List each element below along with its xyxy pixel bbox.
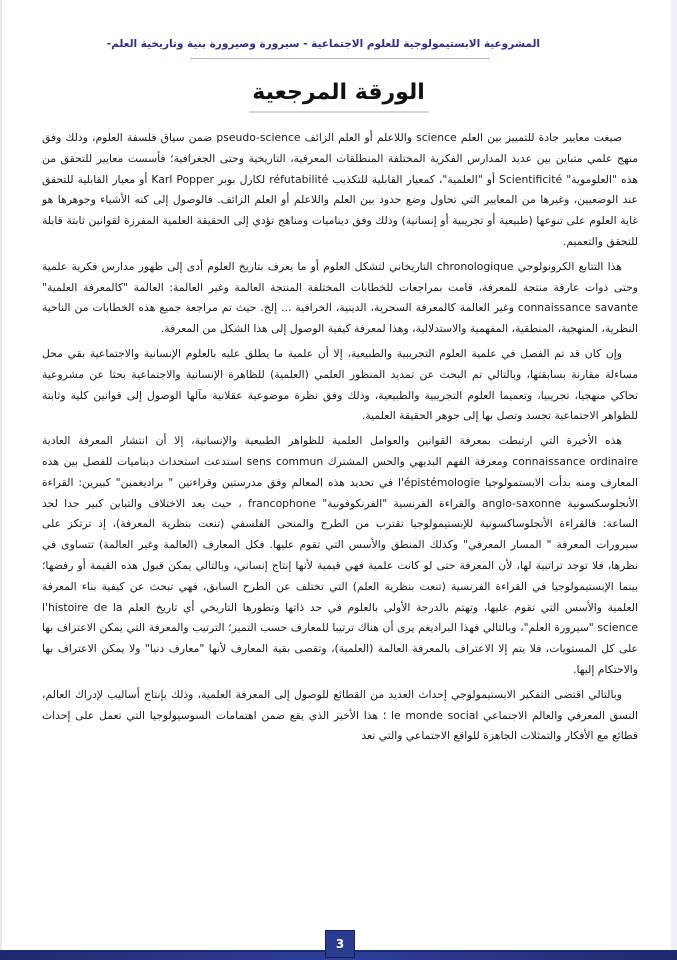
page-title: الورقة المرجعية bbox=[0, 80, 677, 113]
running-header: المشروعية الابستيمولوجية للعلوم الاجتماعية - سيرورة وصيرورة بنية وتاريخية العلم- bbox=[106, 38, 540, 50]
paragraph-5: وبالتالي اقتضى التفكير الابستيمولوجي إحداث العديد من القطائع للوصول إلى المعرفة العلمية، وذلك بإنتاج أساليب لإدراك العالم، النسق المعرفي والعالم الاجتماعي le monde social ؛ هذا الأخير الذي يقع ضمن اهتمامات السوسيولوجيا التي تعمل على إحداث قطائع مع الأفكار والتمثلات الجاهزة للواقع الاجتماعي والتي تعد bbox=[42, 687, 638, 743]
page-number: 3 bbox=[325, 930, 355, 958]
paragraph-4: هذه الأخيرة التي ارتبطت بمعرفة القوانين والعوامل العلمية للظواهر الطبيعية والإنسانية، إلا أن انتشار المعرفة العادية connaissance ordinaire ومعرفة الفهم البديهي والحس المشترك sens commun استدعت استحداث دينامیات للفصل بين هذه المعارف ومنه بدأت الابستمولوجيا l'épistémologie في تحديد هذه المعالم وفق مدرستين وقراءتين " براديغمين" كبيرين: القراءة الأنجلوسكسونية anglo-saxonne والقراءة الفرنسية "الفرنكوفونية" francophone ، حيث يعد الاختلاف والتباين كبير جدا لحد الساعة: فالقراءة الأنجلوساكسونية للإبستيمولوجيا تقترب من الطرح والمنحى الفلسفي (تنعت بنظرية المعرفة)، إذ ترتكز على سيرورات المعرفة " المسار المعرفي" وكذلك المنطق والأسس التي تقوم عليها. فكل المعارف (العالمة وغير العالمة) تتساوى في نظرها، فلا توجد تراتبية لها، لأن المعرفة حتى لو كانت علمية فهي قيمية لأنها إنتاج إنساني، وبالتالي يمكن قبول هذه القيمة أو رفضها؛ بينما الإبستيمولوجيا في القراءة الفرنسية (تنعت بنظرية العلم) التي تختلف عن الطرح السابق، فهي تبحث عن كيفية بناء المعرفة العلمية والأسس التي تقوم عليها، وتهتم بالدرجة الأولى بالعلوم في حد ذاتها وتطورها التاريخي أي تاريخ العلم l'histoire de la science "سيرورة العلم"، وبالتالي فهذا البراديغم يرى أن هناك ترتيبا للمعارف حسب التميز؛ الترتيب والمعرفة التي يمكن الاعتراف بها على كل المستويات، فلا يتم إلا الاعتراف بالمعرفة العالمة (العلمية)، وتقصى بقية المعارف لأنها "معارف دنيا" ولا يمكن الاعتراف بها والاحتكام إليها. bbox=[42, 434, 638, 676]
paragraph-2: هذا التتابع الكرونولوجي chronologique التاريخاني لتشكل العلوم أو ما يعرف بتاريخ العلوم أدى إلى ظهور مدارس فكرية علمية وحتى ذوات عارفة منتجة للمعرفة، قامت بمراجعات للخطابات المختلفة المنتجة العالمة وغير العالمة: العالمة "كالمعرفة العلمية" connaissance savante وغير العالمة كالمعرفة السحرية، الدينية، الخرافية ... إلخ. حيث تم مراجعة جميع هذه الخطابات من الناحية النظرية، المنهجية، المنطقية، المفهمية والاستدلالية، وهذا لمعرفة كيفية الوصول إلى هذا الشكل من المعرفة. bbox=[42, 259, 638, 336]
paragraph-1: صيغت معايير جادة للتمييز بين العلم science واللاعلم أو العلم الزائف pseudo-science ضمن سياق فلسفة العلوم، وذلك وفق منهج علمي متباين بين عديد المدارس الفكرية المختلفة المنطلقات المعرفية، التاريخية وحتى الجغرافية؛ فأسست معايير للتحقق من هذه "العلوموية" Scientificité أو "العلمية"، كمعيار القابلية للتكذيب réfutabilité لكارل بوبر Karl Popper أو معيار القابلية للتحقق عند الوضعيين، وغيرها من المعايير التي تحاول وضع حدود بين العلم واللاعلم أو العلم الزائف. فالوصول إلى كنه الأشياء وجوهرها هو غاية العلوم على تنوعها (طبيعية أو تجريبية أو إنسانية) وذلك وفق دينامیات ومناهج تؤدي إلى الحقيقة العلمية المفرزة لقوانين ثابتة قابلة للتحقق والتعميم. bbox=[42, 131, 638, 248]
paragraph-3: وإن كان قد تم الفصل في علمية العلوم التجريبية والطبيعية، إلا أن علمية ما يطلق عليه بالعلوم الإنسانية والاجتماعية بقي محل مساءلة مقارنة بسابقتها، وبالتالي تم البحث عن تمديد المنظور العلمي (العلمية) للظاهرة الإنسانية والاجتماعية بحثا عن مشروعية تحاكي منهجيا، تجريبيا، وتعميما العلوم التجريبية والطبيعية، وذلك وفق نظرة موضوعية عقلانية مآلها الوصول إلى قوانين كلية وثابتة للظواهر الاجتماعية تجسد وتصل بها إلى جوهر الحقيقة العلمية. bbox=[42, 346, 638, 423]
header-divider bbox=[190, 58, 490, 59]
body-text bbox=[42, 128, 638, 751]
left-page-accent bbox=[0, 0, 2, 960]
right-page-accent bbox=[671, 0, 677, 960]
